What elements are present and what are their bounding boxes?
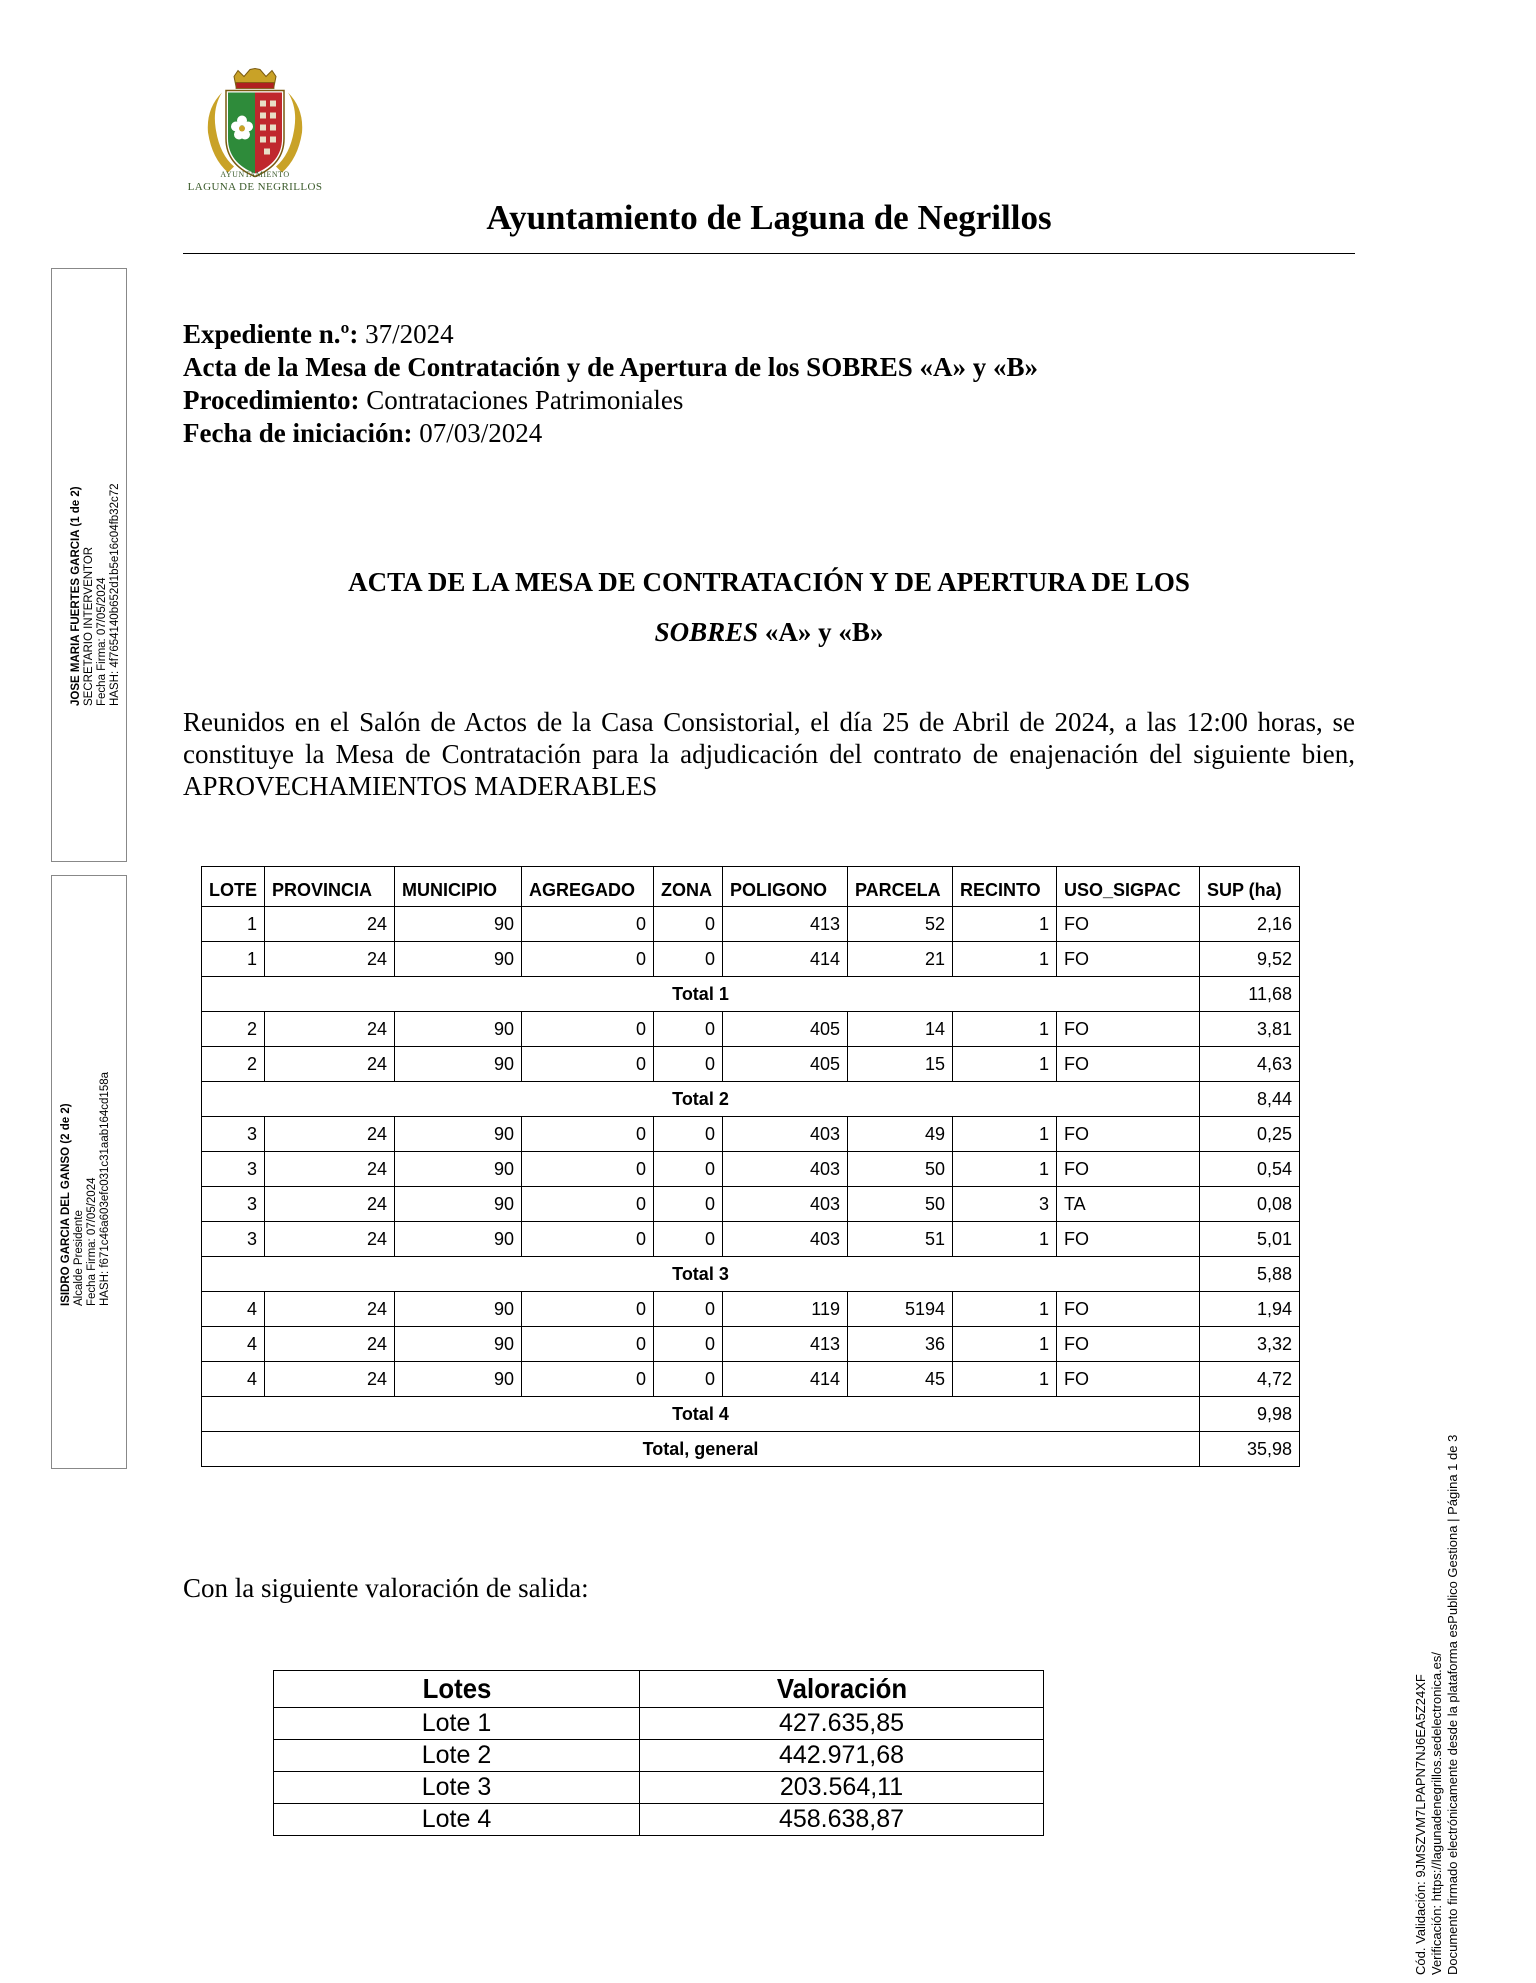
table-cell: 405 xyxy=(723,1047,848,1082)
table-cell: 1 xyxy=(953,1362,1057,1397)
valoracion-cell: 203.564,11 xyxy=(640,1772,1044,1804)
table-cell: 0 xyxy=(654,942,723,977)
column-header: PARCELA xyxy=(848,867,953,907)
table-cell: FO xyxy=(1057,907,1200,942)
table-cell: 0,25 xyxy=(1200,1117,1300,1152)
table-cell: 4 xyxy=(202,1327,265,1362)
table-cell: 0 xyxy=(522,1362,654,1397)
total-value: 5,88 xyxy=(1200,1257,1300,1292)
total-row xyxy=(202,1397,1300,1432)
heading-line2-rest: «A» y «B» xyxy=(758,617,884,647)
table-cell: 403 xyxy=(723,1222,848,1257)
table-header-row xyxy=(202,867,1300,907)
table-cell: 403 xyxy=(723,1187,848,1222)
table-cell: 90 xyxy=(395,1362,522,1397)
table-cell: 1 xyxy=(953,1327,1057,1362)
verification-url: Verificación: https://lagunadenegrillos.sedelectronica.es/ xyxy=(1429,1651,1444,1975)
column-header: MUNICIPIO xyxy=(395,867,522,907)
table-cell: 0 xyxy=(654,1187,723,1222)
table-cell: 14 xyxy=(848,1012,953,1047)
table-cell: 0 xyxy=(522,1117,654,1152)
table-row xyxy=(202,1292,1300,1327)
column-header: RECINTO xyxy=(953,867,1057,907)
table-cell: 0 xyxy=(522,1012,654,1047)
table-cell: 90 xyxy=(395,1187,522,1222)
valoracion-cell: 458.638,87 xyxy=(640,1804,1044,1836)
table-cell: 4,72 xyxy=(1200,1362,1300,1397)
column-header: ZONA xyxy=(654,867,723,907)
acta-title: Acta de la Mesa de Contratación y de Apertura de los SOBRES «A» y «B» xyxy=(183,352,1038,382)
acta-title-line xyxy=(183,351,1363,384)
column-header: LOTE xyxy=(202,867,265,907)
heading-line1: ACTA DE LA MESA DE CONTRATACIÓN Y DE APERTURA DE LOS xyxy=(348,567,1190,597)
table-cell: 24 xyxy=(265,1047,395,1082)
table-row xyxy=(202,907,1300,942)
procedimiento-line xyxy=(183,384,1363,417)
procedimiento-label: Procedimiento: xyxy=(183,385,360,415)
table-cell: 1 xyxy=(953,1117,1057,1152)
table-cell: 0 xyxy=(522,1187,654,1222)
table-cell: 3 xyxy=(202,1117,265,1152)
table-cell: 4,63 xyxy=(1200,1047,1300,1082)
table-cell: 1 xyxy=(953,1012,1057,1047)
table-cell: 1 xyxy=(202,942,265,977)
organization-title: Ayuntamiento de Laguna de Negrillos xyxy=(486,198,1052,237)
table-cell: 413 xyxy=(723,907,848,942)
column-header: POLIGONO xyxy=(723,867,848,907)
table-cell: 24 xyxy=(265,1327,395,1362)
lote-cell: Lote 3 xyxy=(274,1772,640,1804)
table-cell: FO xyxy=(1057,1012,1200,1047)
table-cell: 52 xyxy=(848,907,953,942)
table-cell: 45 xyxy=(848,1362,953,1397)
signature-hash: HASH: f671c46a603efc031c31aab164cd158a xyxy=(99,1071,111,1306)
signer-name: JOSE MARIA FUERTES GARCIA (1 de 2) xyxy=(70,486,82,706)
table-cell: 2 xyxy=(202,1047,265,1082)
table-cell: 1 xyxy=(953,907,1057,942)
signature-date: Fecha Firma: 07/05/2024 xyxy=(96,577,108,706)
total-label: Total 1 xyxy=(202,977,1200,1012)
table-cell: 3,32 xyxy=(1200,1327,1300,1362)
total-row xyxy=(202,1257,1300,1292)
column-header: AGREGADO xyxy=(522,867,654,907)
column-header: USO_SIGPAC xyxy=(1057,867,1200,907)
total-label: Total, general xyxy=(202,1432,1200,1467)
table-row xyxy=(202,1327,1300,1362)
table-cell: 24 xyxy=(265,1117,395,1152)
document-header xyxy=(183,318,1363,450)
total-label: Total 4 xyxy=(202,1397,1200,1432)
valuation-row xyxy=(274,1804,1044,1836)
validation-code: Cód. Validación: 9JMSZVM7LPAPN7NJ6EA5Z24XF xyxy=(1413,1674,1428,1975)
signature-box-secretario xyxy=(51,268,127,862)
table-cell: 0 xyxy=(654,1152,723,1187)
table-row xyxy=(202,942,1300,977)
table-cell: 1,94 xyxy=(1200,1292,1300,1327)
total-label: Total 3 xyxy=(202,1257,1200,1292)
table-cell: 0 xyxy=(522,1222,654,1257)
table-cell: 90 xyxy=(395,1152,522,1187)
table-cell: 1 xyxy=(953,1152,1057,1187)
total-row xyxy=(202,1082,1300,1117)
table-cell: 3 xyxy=(202,1152,265,1187)
table-cell: 24 xyxy=(265,907,395,942)
table-cell: 0 xyxy=(522,1047,654,1082)
table-cell: 1 xyxy=(953,942,1057,977)
table-cell: 1 xyxy=(953,1222,1057,1257)
total-value: 35,98 xyxy=(1200,1432,1300,1467)
table-cell: 0,08 xyxy=(1200,1187,1300,1222)
total-value: 8,44 xyxy=(1200,1082,1300,1117)
table-cell: 50 xyxy=(848,1152,953,1187)
table-cell: 5,01 xyxy=(1200,1222,1300,1257)
table-cell: 15 xyxy=(848,1047,953,1082)
table-cell: 24 xyxy=(265,1362,395,1397)
table-cell: FO xyxy=(1057,1047,1200,1082)
lote-cell: Lote 4 xyxy=(274,1804,640,1836)
table-cell: 36 xyxy=(848,1327,953,1362)
valuation-header-row xyxy=(274,1671,1044,1708)
heading-line2 xyxy=(183,607,1355,657)
valuation-row xyxy=(274,1772,1044,1804)
signature-text xyxy=(60,1072,112,1306)
table-cell: 90 xyxy=(395,1222,522,1257)
table-cell: FO xyxy=(1057,1222,1200,1257)
column-header: PROVINCIA xyxy=(265,867,395,907)
table-cell: 90 xyxy=(395,942,522,977)
table-cell: 90 xyxy=(395,1047,522,1082)
table-cell: 90 xyxy=(395,1012,522,1047)
table-cell: 2 xyxy=(202,1012,265,1047)
signature-date: Fecha Firma: 07/05/2024 xyxy=(86,1177,98,1306)
signature-box-alcalde xyxy=(51,875,127,1469)
table-cell: 0 xyxy=(654,1117,723,1152)
table-cell: 24 xyxy=(265,1012,395,1047)
signature-hash: HASH: 4f7654140b652d1b5e16c04fb32c72 xyxy=(109,483,121,706)
lote-cell: Lote 2 xyxy=(274,1740,640,1772)
table-cell: FO xyxy=(1057,1292,1200,1327)
valoracion-cell: 442.971,68 xyxy=(640,1740,1044,1772)
table-cell: TA xyxy=(1057,1187,1200,1222)
table-cell: 0 xyxy=(522,1327,654,1362)
title-divider xyxy=(183,253,1355,254)
lote-cell: Lote 1 xyxy=(274,1708,640,1740)
table-cell: 0 xyxy=(654,1012,723,1047)
table-row xyxy=(202,1222,1300,1257)
lots-table-body xyxy=(202,907,1300,1467)
table-cell: 50 xyxy=(848,1187,953,1222)
signer-name: ISIDRO GARCIA DEL GANSO (2 de 2) xyxy=(60,1103,72,1306)
table-row xyxy=(202,1012,1300,1047)
table-cell: 24 xyxy=(265,1292,395,1327)
table-cell: 1 xyxy=(953,1047,1057,1082)
table-cell: 90 xyxy=(395,1292,522,1327)
table-cell: 24 xyxy=(265,1152,395,1187)
table-cell: 4 xyxy=(202,1362,265,1397)
table-cell: 0 xyxy=(654,1292,723,1327)
table-row xyxy=(202,1117,1300,1152)
total-value: 11,68 xyxy=(1200,977,1300,1012)
intro-paragraph: Reunidos en el Salón de Actos de la Casa Consistorial, el día 25 de Abril de 2024, a las 12:00 horas, se constituye la Mesa de Contratación para la adjudicación del contrato de enajenación del siguiente bien, APROVECHAMIENTOS MADERABLES xyxy=(183,707,1355,801)
table-cell: 0,54 xyxy=(1200,1152,1300,1187)
table-cell: 0 xyxy=(654,1362,723,1397)
signer-role: SECRETARIO INTERVENTOR xyxy=(83,546,95,706)
table-cell: 0 xyxy=(522,1152,654,1187)
table-cell: 119 xyxy=(723,1292,848,1327)
table-cell: 0 xyxy=(522,942,654,977)
column-header: SUP (ha) xyxy=(1200,867,1300,907)
table-cell: 0 xyxy=(654,907,723,942)
procedimiento-value: Contrataciones Patrimoniales xyxy=(366,385,684,415)
table-cell: 49 xyxy=(848,1117,953,1152)
expediente-label: Expediente n.º: xyxy=(183,319,359,349)
logo-caption-line1: AYUNTAMIENTO xyxy=(220,170,290,179)
table-cell: 0 xyxy=(522,907,654,942)
valuation-intro: Con la siguiente valoración de salida: xyxy=(183,1573,589,1603)
table-cell: FO xyxy=(1057,1152,1200,1187)
column-header: Lotes xyxy=(288,1671,625,1708)
table-cell: 4 xyxy=(202,1292,265,1327)
fecha-line xyxy=(183,417,1363,450)
table-cell: 2,16 xyxy=(1200,907,1300,942)
table-row xyxy=(202,1047,1300,1082)
table-cell: FO xyxy=(1057,1327,1200,1362)
total-label: Total 2 xyxy=(202,1082,1200,1117)
table-cell: 5194 xyxy=(848,1292,953,1327)
column-header: Valoración xyxy=(656,1671,1028,1708)
valuation-row xyxy=(274,1740,1044,1772)
table-cell: 0 xyxy=(654,1047,723,1082)
table-cell: 403 xyxy=(723,1117,848,1152)
table-cell: 9,52 xyxy=(1200,942,1300,977)
table-cell: 0 xyxy=(522,1292,654,1327)
table-cell: 1 xyxy=(953,1292,1057,1327)
table-cell: 24 xyxy=(265,942,395,977)
table-cell: 414 xyxy=(723,1362,848,1397)
table-cell: 21 xyxy=(848,942,953,977)
table-cell: 3 xyxy=(953,1187,1057,1222)
table-cell: 24 xyxy=(265,1187,395,1222)
signature-text xyxy=(70,483,122,706)
table-cell: 3 xyxy=(202,1222,265,1257)
table-cell: FO xyxy=(1057,1117,1200,1152)
table-cell: 403 xyxy=(723,1152,848,1187)
table-cell: 51 xyxy=(848,1222,953,1257)
total-row xyxy=(202,977,1300,1012)
table-cell: 413 xyxy=(723,1327,848,1362)
document-heading xyxy=(183,557,1355,657)
valuation-table xyxy=(273,1670,1044,1836)
table-cell: 405 xyxy=(723,1012,848,1047)
expediente-value: 37/2024 xyxy=(365,319,454,349)
table-cell: 90 xyxy=(395,1117,522,1152)
table-cell: 0 xyxy=(654,1327,723,1362)
fecha-value: 07/03/2024 xyxy=(419,418,543,448)
table-cell: FO xyxy=(1057,942,1200,977)
total-row xyxy=(202,1432,1300,1467)
logo-caption-line2: LAGUNA DE NEGRILLOS xyxy=(187,181,323,193)
table-cell: 90 xyxy=(395,1327,522,1362)
table-cell: 0 xyxy=(654,1222,723,1257)
table-cell: 24 xyxy=(265,1222,395,1257)
signer-role: Alcalde Presidente xyxy=(73,1210,85,1306)
table-row xyxy=(202,1152,1300,1187)
table-cell: 90 xyxy=(395,907,522,942)
valoracion-cell: 427.635,85 xyxy=(640,1708,1044,1740)
table-cell: FO xyxy=(1057,1362,1200,1397)
validation-sidebar xyxy=(1413,1435,1461,1975)
table-row xyxy=(202,1187,1300,1222)
table-row xyxy=(202,1362,1300,1397)
fecha-label: Fecha de iniciación: xyxy=(183,418,413,448)
table-cell: 3 xyxy=(202,1187,265,1222)
heading-sobres: SOBRES xyxy=(654,617,759,647)
signed-platform-note: Documento firmado electrónicamente desde la plataforma esPublico Gestiona | Página 1 de 3 xyxy=(1445,1434,1460,1975)
table-cell: 414 xyxy=(723,942,848,977)
table-cell: 1 xyxy=(202,907,265,942)
valuation-row xyxy=(274,1708,1044,1740)
lots-table xyxy=(201,866,1300,1467)
expediente-line xyxy=(183,318,1363,351)
table-cell: 3,81 xyxy=(1200,1012,1300,1047)
total-value: 9,98 xyxy=(1200,1397,1300,1432)
